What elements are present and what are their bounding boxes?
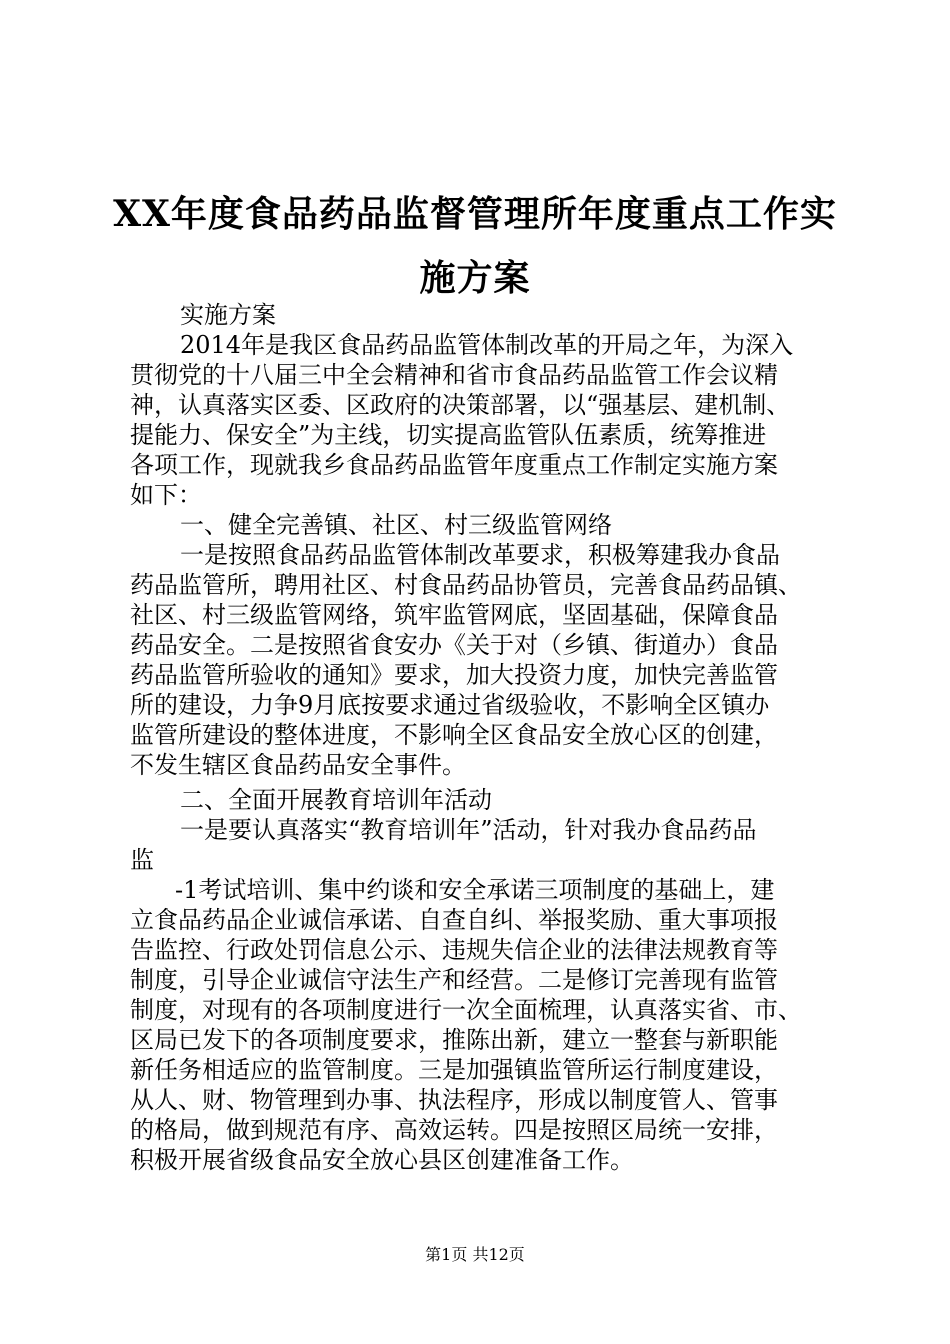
body-line: 如下： <box>130 481 202 509</box>
body-line: 监管所建设的整体进度，不影响全区食品安全放心区的创建， <box>130 721 778 749</box>
body-line: 新任务相适应的监管制度。三是加强镇监管所运行制度建设， <box>130 1056 778 1084</box>
body-line: 药品安全。二是按照省食安办《关于对（乡镇、街道办）食品 <box>130 631 778 659</box>
body-line: 各项工作，现就我乡食品药品监管年度重点工作制定实施方案 <box>130 451 778 479</box>
body-line: 积极开展省级食品安全放心县区创建准备工作。 <box>130 1146 634 1174</box>
body-line: 所的建设，力争9月底按要求通过省级验收，不影响全区镇办 <box>130 691 770 719</box>
body-line: 一是按照食品药品监管体制改革要求，积极筹建我办食品 <box>180 541 780 569</box>
body-line: 制度，对现有的各项制度进行一次全面梳理，认真落实省、市、 <box>130 996 802 1024</box>
body-line: 神，认真落实区委、区政府的决策部署，以“强基层、建机制、 <box>130 391 791 419</box>
body-line: 药品监管所验收的通知》要求，加大投资力度，加快完善监管 <box>130 661 778 689</box>
body-line: 药品监管所，聘用社区、村食品药品协管员，完善食品药品镇、 <box>130 571 802 599</box>
page-footer: 第1页 共12页 <box>425 1245 525 1264</box>
body-line: 一是要认真落实“教育培训年”活动，针对我办食品药品 <box>180 816 757 844</box>
body-line: 不发生辖区食品药品安全事件。 <box>130 751 466 779</box>
body-line: 的格局，做到规范有序、高效运转。四是按照区局统一安排， <box>130 1116 778 1144</box>
body-line: 区局已发下的各项制度要求，推陈出新，建立一整套与新职能 <box>130 1026 778 1054</box>
body-line: 制度，引导企业诚信守法生产和经营。二是修订完善现有监管 <box>130 966 778 994</box>
body-line: 社区、村三级监管网络，筑牢监管网底，坚固基础，保障食品 <box>130 601 778 629</box>
document-title-line-2: 施方案 <box>419 257 531 299</box>
body-line: 2014年是我区食品药品监管体制改革的开局之年，为深入 <box>180 331 794 359</box>
body-line: 从人、财、物管理到办事、执法程序，形成以制度管人、管事 <box>130 1086 778 1114</box>
document-title-line-1: XX年度食品药品监督管理所年度重点工作实 <box>113 193 837 235</box>
section-heading: 一、健全完善镇、社区、村三级监管网络 <box>180 511 612 539</box>
body-line: 贯彻党的十八届三中全会精神和省市食品药品监管工作会议精 <box>130 361 778 389</box>
body-line: 实施方案 <box>180 301 276 329</box>
body-line: 监 <box>130 846 154 874</box>
body-line: 立食品药品企业诚信承诺、自查自纠、举报奖励、重大事项报 <box>130 906 778 934</box>
section-heading: 二、全面开展教育培训年活动 <box>180 786 492 814</box>
body-line: 提能力、保安全”为主线，切实提高监管队伍素质，统筹推进 <box>130 421 767 449</box>
body-line: 告监控、行政处罚信息公示、违规失信企业的法律法规教育等 <box>130 936 778 964</box>
body-line: -1考试培训、集中约谈和安全承诺三项制度的基础上，建 <box>175 876 775 904</box>
